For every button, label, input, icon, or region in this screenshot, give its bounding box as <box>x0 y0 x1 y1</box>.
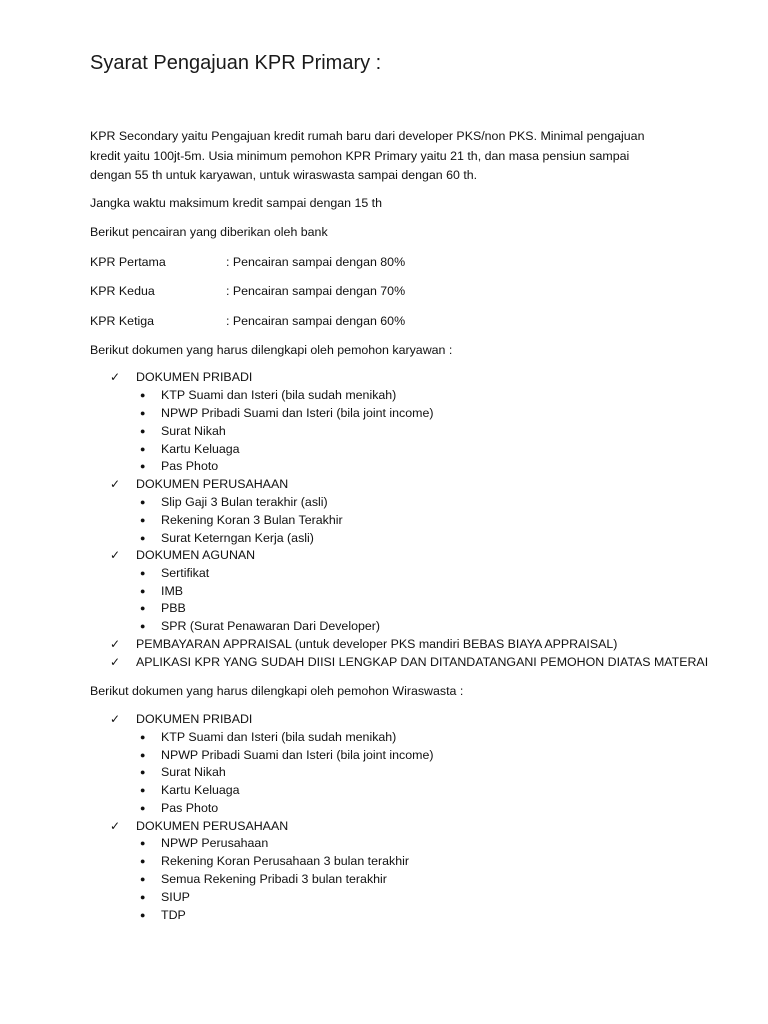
checkmark-icon: ✓ <box>110 370 121 384</box>
doc-item: KTP Suami dan Isteri (bila sudah menikah) <box>161 388 397 402</box>
doc-item: SPR (Surat Penawaran Dari Developer) <box>161 619 380 633</box>
bullet-icon: ● <box>140 497 146 507</box>
bullet-icon: ● <box>140 603 146 613</box>
doc-heading: DOKUMEN PRIBADI <box>136 370 253 384</box>
doc-item: Semua Rekening Pribadi 3 bulan terakhir <box>161 872 387 886</box>
disbursement-value: : Pencairan sampai dengan 80% <box>226 255 406 269</box>
checkmark-icon: ✓ <box>110 819 121 833</box>
checkmark-icon: ✓ <box>110 655 121 669</box>
bullet-icon: ● <box>140 910 146 920</box>
disbursement-row <box>90 282 405 300</box>
intro-line: KPR Secondary yaitu Pengajuan kredit rumah baru dari developer PKS/non PKS. Minimal pengajuan <box>90 129 645 143</box>
bullet-icon: ● <box>140 408 146 418</box>
doc-item: Kartu Keluaga <box>161 783 240 797</box>
doc-item: KTP Suami dan Isteri (bila sudah menikah) <box>161 730 397 744</box>
bullet-icon: ● <box>140 586 146 596</box>
bullet-icon: ● <box>140 444 146 454</box>
bullet-icon: ● <box>140 515 146 525</box>
doc-item: NPWP Pribadi Suami dan Isteri (bila joint income) <box>161 406 434 420</box>
intro-line: dengan 55 th untuk karyawan, untuk wiraswasta sampai dengan 60 th. <box>90 168 478 182</box>
intro-paragraph <box>90 127 690 186</box>
bullet-icon: ● <box>140 785 146 795</box>
bullet-icon: ● <box>140 533 146 543</box>
bullet-icon: ● <box>140 426 146 436</box>
doc-item: SIUP <box>161 890 190 904</box>
bullet-icon: ● <box>140 390 146 400</box>
doc-heading: DOKUMEN PERUSAHAAN <box>136 819 289 833</box>
doc-item: NPWP Pribadi Suami dan Isteri (bila joint income) <box>161 748 434 762</box>
bullet-icon: ● <box>140 750 146 760</box>
bullet-icon: ● <box>140 568 146 578</box>
bullet-icon: ● <box>140 461 146 471</box>
employee-intro: Berikut dokumen yang harus dilengkapi oleh pemohon karyawan : <box>90 343 453 357</box>
checkmark-icon: ✓ <box>110 477 121 491</box>
bullet-icon: ● <box>140 838 146 848</box>
doc-heading: DOKUMEN AGUNAN <box>136 548 256 562</box>
term-paragraph: Jangka waktu maksimum kredit sampai dengan 15 th <box>90 196 383 210</box>
disbursement-label: KPR Ketiga <box>90 314 155 328</box>
doc-item: Pas Photo <box>161 459 219 473</box>
bullet-icon: ● <box>140 856 146 866</box>
bullet-icon: ● <box>140 892 146 902</box>
doc-item: Sertifikat <box>161 566 210 580</box>
doc-item: NPWP Perusahaan <box>161 836 269 850</box>
disbursement-label: KPR Pertama <box>90 255 166 269</box>
bullet-icon: ● <box>140 767 146 777</box>
doc-item: IMB <box>161 584 184 598</box>
bullet-icon: ● <box>140 732 146 742</box>
checkmark-icon: ✓ <box>110 637 121 651</box>
disbursement-label: KPR Kedua <box>90 284 155 298</box>
doc-heading: PEMBAYARAN APPRAISAL (untuk developer PKS mandiri BEBAS BIAYA APPRAISAL) <box>136 637 618 651</box>
disbursement-value: : Pencairan sampai dengan 60% <box>226 314 406 328</box>
doc-item: TDP <box>161 908 186 922</box>
disbursement-value: : Pencairan sampai dengan 70% <box>226 284 406 298</box>
doc-item: Kartu Keluaga <box>161 442 240 456</box>
bullet-icon: ● <box>140 874 146 884</box>
disbursement-row <box>90 253 405 271</box>
doc-heading: DOKUMEN PERUSAHAAN <box>136 477 289 491</box>
doc-heading: DOKUMEN PRIBADI <box>136 712 253 726</box>
disbursement-intro: Berikut pencairan yang diberikan oleh bank <box>90 225 328 239</box>
intro-line: kredit yaitu 100jt-5m. Usia minimum pemohon KPR Primary yaitu 21 th, dan masa pensiun sampai <box>90 148 630 163</box>
disbursement-row <box>90 312 405 330</box>
page-title: Syarat Pengajuan KPR Primary : <box>90 52 382 74</box>
checkmark-icon: ✓ <box>110 548 121 562</box>
doc-item: Pas Photo <box>161 801 219 815</box>
doc-item: Surat Nikah <box>161 424 226 438</box>
bullet-icon: ● <box>140 803 146 813</box>
doc-item: Slip Gaji 3 Bulan terakhir (asli) <box>161 495 328 509</box>
entrepreneur-intro: Berikut dokumen yang harus dilengkapi oleh pemohon Wiraswasta : <box>90 684 464 698</box>
checkmark-icon: ✓ <box>110 712 121 726</box>
doc-item: Rekening Koran 3 Bulan Terakhir <box>161 513 343 527</box>
doc-item: PBB <box>161 601 186 615</box>
bullet-icon: ● <box>140 621 146 631</box>
doc-item: Surat Nikah <box>161 765 226 779</box>
doc-item: Rekening Koran Perusahaan 3 bulan terakhir <box>161 854 409 868</box>
doc-heading: APLIKASI KPR YANG SUDAH DIISI LENGKAP DAN DITANDATANGANI PEMOHON DIATAS MATERAI <box>136 655 709 669</box>
doc-item: Surat Keterngan Kerja (asli) <box>161 531 314 545</box>
